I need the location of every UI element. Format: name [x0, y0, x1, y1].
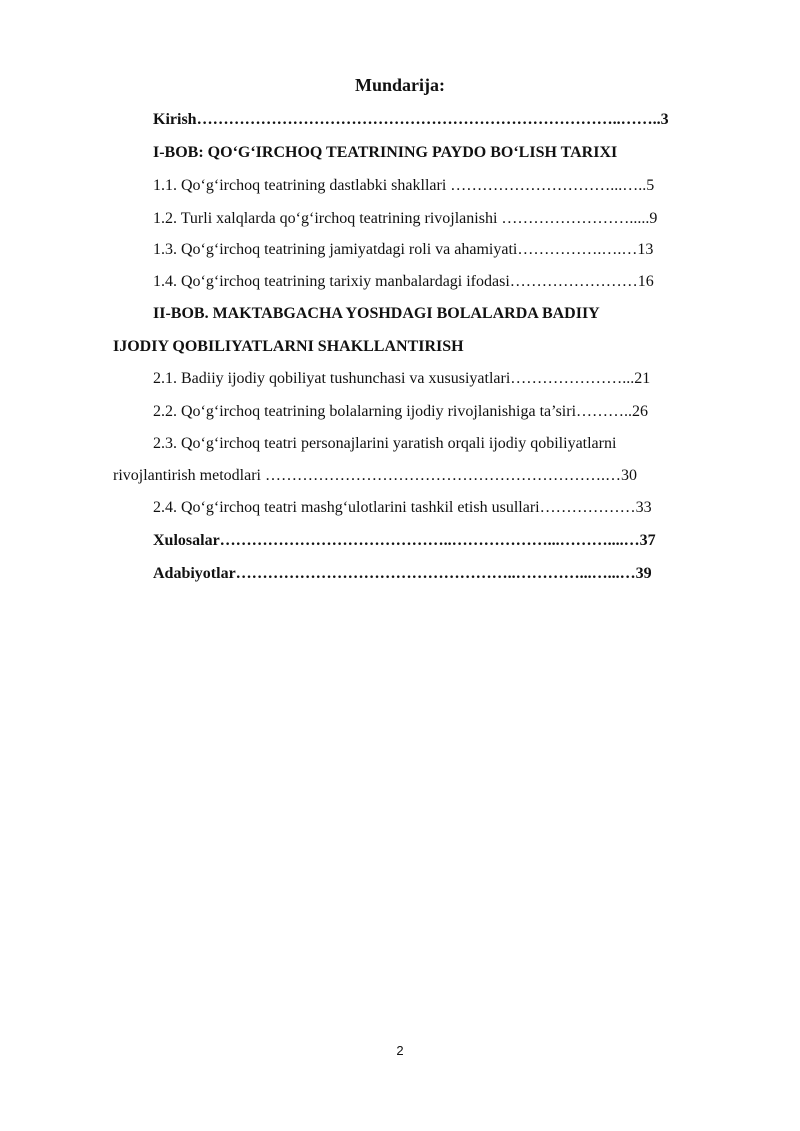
toc-entry-2-1[interactable]: 2.1. Badiiy ijodiy qobiliyat tushunchasi va xususiyatlari…………………...21: [153, 370, 651, 387]
toc-chapter-2-heading-continued[interactable]: IJODIY QOBILIYATLARNI SHAKLLANTIRISH: [113, 338, 464, 355]
toc-entry-introduction[interactable]: Kirish……………………………………………………………………..……..3: [153, 111, 669, 128]
toc-entry-1-2[interactable]: 1.2. Turli xalqlarda qo‘g‘irchoq teatrining rivojlanishi …………………….....9: [153, 210, 658, 227]
toc-title: Mundarija:: [355, 75, 445, 95]
page-number: 2: [396, 1043, 404, 1058]
toc-entry-2-4[interactable]: 2.4. Qo‘g‘irchoq teatri mashg‘ulotlarini tashkil etish usullari………………33: [153, 499, 652, 516]
toc-entry-2-2[interactable]: 2.2. Qo‘g‘irchoq teatrining bolalarning ijodiy rivojlanishiga ta’siri………..26: [153, 403, 649, 420]
toc-chapter-1-heading[interactable]: I-BOB: QO‘G‘IRCHOQ TEATRINING PAYDO BO‘LISH TARIXI: [153, 144, 618, 161]
toc-entry-1-3[interactable]: 1.3. Qo‘g‘irchoq teatrining jamiyatdagi roli va ahamiyati…………….….…13: [153, 241, 654, 258]
toc-entry-1-4[interactable]: 1.4. Qo‘g‘irchoq teatrining tarixiy manbalardagi ifodasi……………………16: [153, 273, 654, 290]
toc-entry-1-1[interactable]: 1.1. Qo‘g‘irchoq teatrining dastlabki shakllari …………………………...…..5: [153, 177, 655, 194]
toc-entry-references[interactable]: Adabiyotlar……………………………………………..…………...…...…39: [153, 565, 652, 582]
toc-chapter-2-heading[interactable]: II-BOB. MAKTABGACHA YOSHDAGI BOLALARDA BADIIY: [153, 305, 600, 322]
toc-entry-conclusions[interactable]: Xulosalar……………………………………..………………...………....…37: [153, 532, 656, 549]
toc-entry-2-3-continued[interactable]: rivojlantirish metodlari ……………………………………………………….…30: [113, 467, 637, 484]
toc-entry-2-3[interactable]: 2.3. Qo‘g‘irchoq teatri personajlarini yaratish orqali ijodiy qobiliyatlarni: [153, 435, 617, 452]
